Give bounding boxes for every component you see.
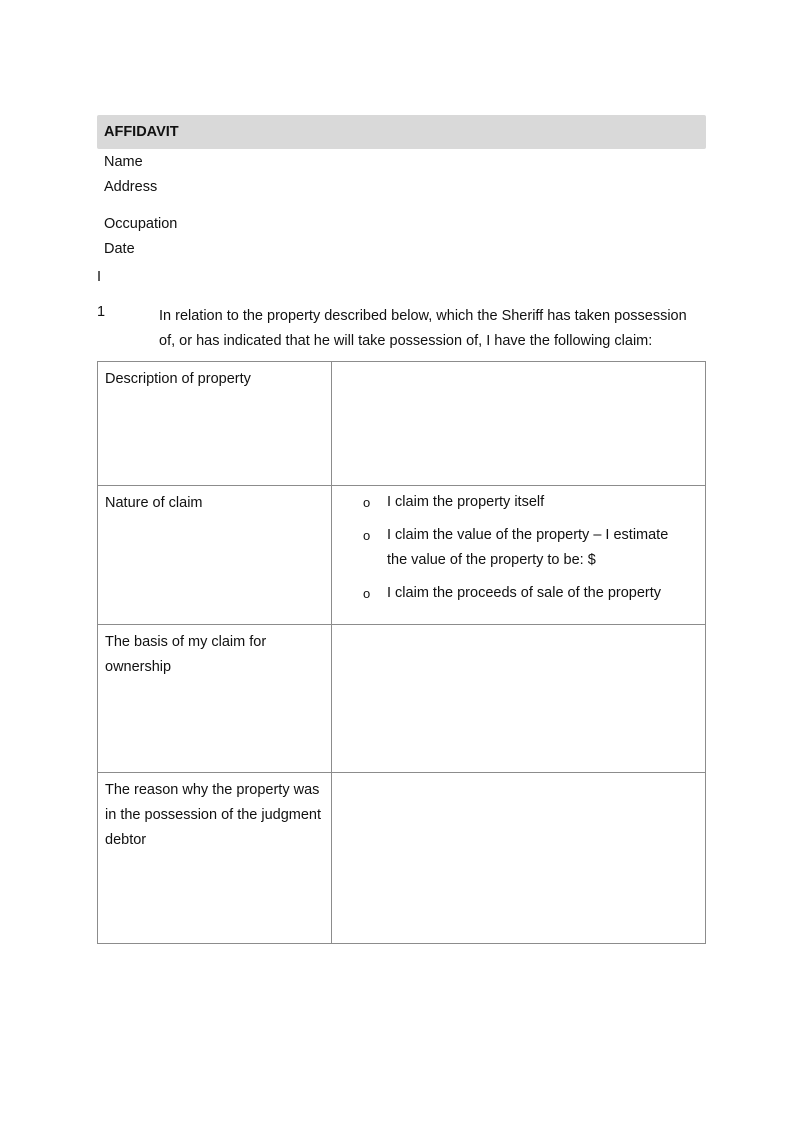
occupation-label: Occupation [104, 216, 178, 232]
paragraph-text: In relation to the property described below, which the Sheriff has taken possession of, or has indicated that he will take possession of, I have the following claim: [159, 308, 687, 349]
option-text: I claim the proceeds of sale of the property [387, 585, 662, 601]
declarant-i: I [97, 269, 102, 285]
page-title: AFFIDAVIT [104, 124, 179, 140]
description-label: Description of property [98, 362, 332, 486]
table-row-reason [98, 773, 706, 944]
option-text: I claim the property itself [387, 494, 545, 510]
table-row-nature [98, 486, 706, 625]
table-row-description [98, 362, 706, 486]
option-bullet-icon: o [363, 586, 371, 601]
paragraph-number: 1 [97, 304, 106, 320]
option-text: I claim the value of the property – I estimate the value of the property to be: $ [387, 527, 669, 568]
address-label: Address [104, 179, 158, 195]
date-label: Date [104, 241, 135, 257]
claim-option-proceeds[interactable] [332, 581, 705, 606]
reason-value[interactable] [332, 773, 706, 944]
reason-label: The reason why the property was in the possession of the judgment debtor [98, 773, 332, 944]
claim-options-list [332, 486, 705, 606]
option-bullet-icon: o [363, 528, 371, 543]
option-bullet-icon: o [363, 495, 371, 510]
table-row-basis [98, 625, 706, 773]
basis-label: The basis of my claim for ownership [98, 625, 332, 773]
heading-bar [97, 115, 706, 149]
claim-option-value[interactable] [332, 523, 705, 573]
name-label: Name [104, 154, 143, 170]
nature-options-cell [332, 486, 706, 625]
nature-label: Nature of claim [98, 486, 332, 625]
basis-value[interactable] [332, 625, 706, 773]
description-value[interactable] [332, 362, 706, 486]
claim-option-property[interactable] [332, 490, 705, 515]
claim-table [97, 361, 706, 944]
